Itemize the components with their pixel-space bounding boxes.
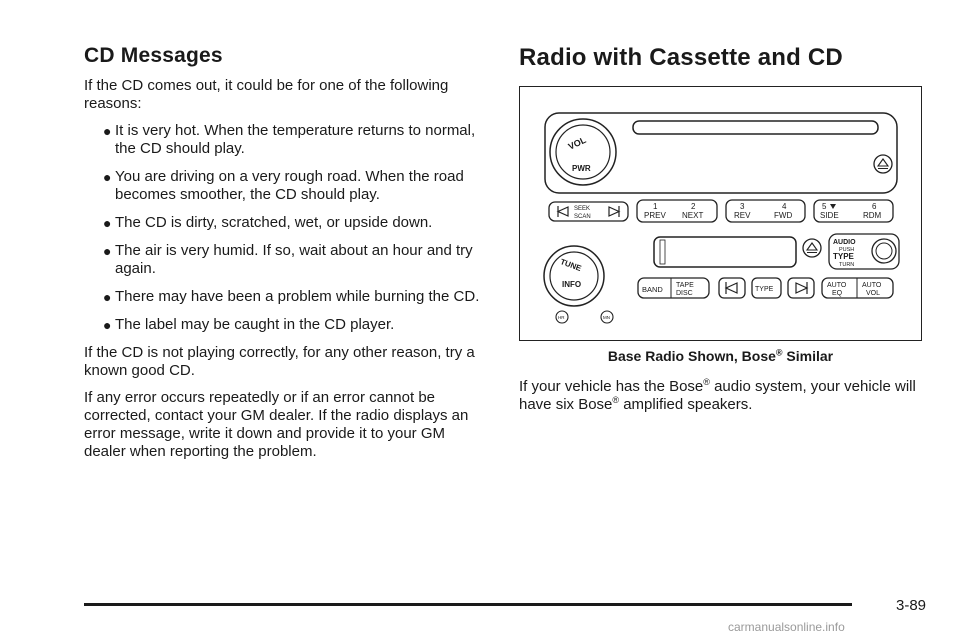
svg-text:EQ: EQ bbox=[832, 290, 843, 297]
pwr-label: PWR bbox=[572, 164, 591, 173]
volume-power-knob[interactable] bbox=[550, 119, 616, 185]
svg-text:AUTO: AUTO bbox=[862, 282, 882, 289]
previous-track-button[interactable] bbox=[719, 278, 745, 298]
cd-reasons-list bbox=[84, 122, 484, 334]
bullet-icon: ● bbox=[103, 317, 112, 333]
bullet-icon: ● bbox=[103, 243, 112, 259]
tune-label: TUNE bbox=[559, 257, 583, 274]
bullet-icon: ● bbox=[103, 123, 112, 139]
next-icon bbox=[796, 282, 807, 294]
auto-eq-auto-vol-button[interactable] bbox=[822, 278, 893, 298]
svg-text:TAPE: TAPE bbox=[676, 282, 694, 289]
seek-label: SEEK bbox=[574, 206, 591, 212]
list-item: ● It is very hot. When the temperature returns to normal, the CD should play. bbox=[103, 122, 476, 157]
seek-forward-icon bbox=[609, 206, 619, 217]
radio-illustration bbox=[519, 86, 922, 341]
preset-3-4-button[interactable] bbox=[726, 200, 805, 222]
minute-button[interactable] bbox=[601, 311, 613, 323]
scan-label: SCAN bbox=[574, 214, 591, 220]
cd-not-playing-paragraph: If the CD is not playing correctly, for any other reason, try a known good CD. bbox=[84, 344, 475, 379]
audio-type-knob[interactable] bbox=[829, 234, 899, 269]
side-indicator-icon bbox=[830, 204, 836, 209]
type-button[interactable] bbox=[752, 278, 781, 298]
tune-info-knob[interactable] bbox=[544, 246, 604, 306]
svg-text:AUTO: AUTO bbox=[827, 282, 847, 289]
previous-icon bbox=[726, 282, 737, 294]
vol-label: VOL bbox=[566, 134, 588, 152]
svg-text:1: 1 bbox=[653, 202, 658, 211]
svg-text:TYPE: TYPE bbox=[833, 252, 854, 261]
svg-text:TYPE: TYPE bbox=[755, 286, 774, 293]
bullet-icon: ● bbox=[103, 289, 112, 305]
eject-icon bbox=[878, 159, 888, 169]
watermark: carmanualsonline.info bbox=[728, 620, 845, 634]
cd-eject-button[interactable] bbox=[874, 155, 892, 173]
svg-text:TURN: TURN bbox=[839, 262, 855, 268]
band-tape-disc-button[interactable] bbox=[638, 278, 709, 298]
list-item: ● The CD is dirty, scratched, wet, or upside down. bbox=[103, 214, 433, 231]
cassette-slot-edge bbox=[660, 240, 665, 264]
eject-icon bbox=[807, 243, 817, 253]
list-item: ● The air is very humid. If so, wait about an hour and try again. bbox=[103, 242, 473, 277]
radio-section bbox=[519, 44, 924, 72]
bullet-icon: ● bbox=[103, 215, 112, 231]
preset-1-2-button[interactable] bbox=[637, 200, 717, 222]
svg-text:6: 6 bbox=[872, 202, 877, 211]
cd-messages-section bbox=[84, 44, 484, 470]
cassette-slot bbox=[654, 237, 796, 267]
figure-caption: Base Radio Shown, Bose® Similar bbox=[607, 347, 834, 364]
svg-text:AUDIO: AUDIO bbox=[833, 239, 856, 246]
hour-button[interactable] bbox=[556, 311, 568, 323]
footer-rule bbox=[84, 603, 852, 606]
seek-back-icon bbox=[558, 206, 568, 217]
svg-text:HR: HR bbox=[558, 315, 565, 320]
list-item: ● The label may be caught in the CD player. bbox=[103, 316, 395, 333]
seek-scan-button[interactable] bbox=[549, 202, 628, 221]
svg-text:SIDE: SIDE bbox=[820, 211, 839, 220]
svg-text:3: 3 bbox=[740, 202, 745, 211]
svg-text:4: 4 bbox=[782, 202, 787, 211]
svg-text:VOL: VOL bbox=[866, 290, 881, 297]
svg-text:FWD: FWD bbox=[774, 211, 793, 220]
info-label: INFO bbox=[562, 280, 582, 289]
svg-text:2: 2 bbox=[691, 202, 696, 211]
cd-messages-intro: If the CD comes out, it could be for one of the following reasons: bbox=[84, 77, 449, 112]
cd-slot bbox=[633, 121, 878, 134]
radio-faceplate-drawing bbox=[520, 87, 923, 342]
svg-text:MN: MN bbox=[603, 315, 610, 320]
page-number: 3-89 bbox=[896, 597, 927, 614]
list-item: ● There may have been a problem while burning the CD. bbox=[103, 288, 480, 305]
svg-text:NEXT: NEXT bbox=[682, 211, 704, 220]
bose-audio-paragraph: If your vehicle has the Bose® audio system, your vehicle will have six Bose® amplified speakers. bbox=[519, 377, 916, 413]
radio-heading: Radio with Cassette and CD bbox=[519, 44, 843, 71]
bullet-icon: ● bbox=[103, 169, 112, 185]
svg-text:5: 5 bbox=[822, 202, 827, 211]
svg-text:PREV: PREV bbox=[644, 211, 666, 220]
svg-text:RDM: RDM bbox=[863, 211, 882, 220]
svg-text:BAND: BAND bbox=[642, 285, 663, 294]
svg-text:DISC: DISC bbox=[676, 290, 693, 297]
cassette-eject-button[interactable] bbox=[803, 239, 821, 257]
next-track-button[interactable] bbox=[788, 278, 814, 298]
svg-text:PUSH: PUSH bbox=[839, 247, 855, 253]
list-item: ● You are driving on a very rough road. When the road becomes smoother, the CD should play. bbox=[103, 168, 464, 203]
cd-messages-heading: CD Messages bbox=[84, 44, 223, 67]
cd-error-paragraph: If any error occurs repeatedly or if an error cannot be corrected, contact your GM dealer. If the radio displays an error message, write it down and provide it to your GM dealer when reporting the problem. bbox=[84, 389, 469, 460]
preset-5-6-button[interactable] bbox=[814, 200, 893, 222]
svg-text:REV: REV bbox=[734, 211, 751, 220]
